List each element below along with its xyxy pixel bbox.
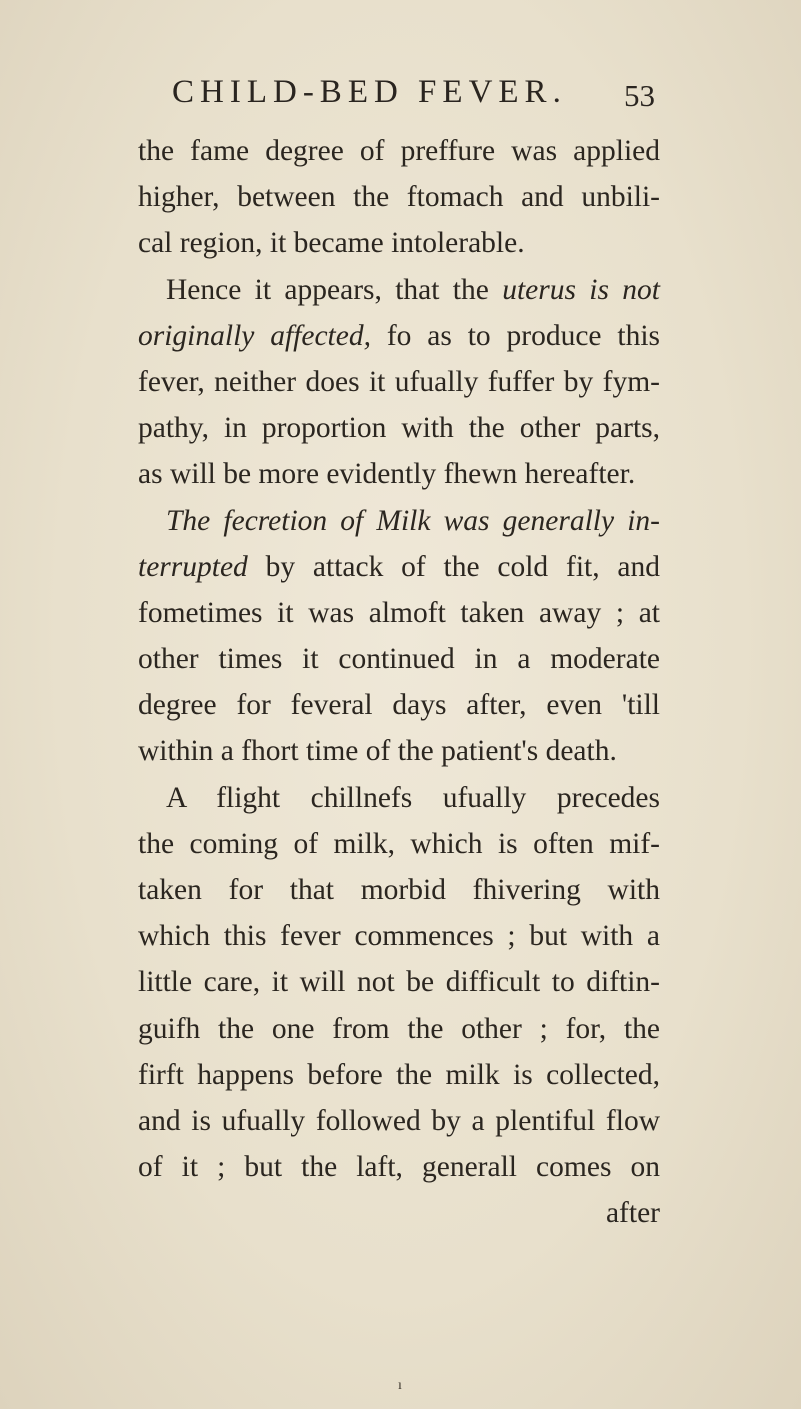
text-segment: by attack of the cold fit, and <box>247 550 660 583</box>
text-segment: after <box>605 1197 660 1230</box>
text-line <box>138 498 660 544</box>
text-segment: higher, between the ftomach and unbili- <box>138 181 660 214</box>
text-segment: pathy, in proportion with the other parts, <box>138 412 660 445</box>
text-segment: which this fever commences ; but with a <box>138 920 660 953</box>
text-segment: of it ; but the laft, generall comes on <box>138 1151 660 1184</box>
text-line <box>138 451 660 497</box>
text-line <box>138 1006 660 1052</box>
page-header <box>172 74 672 118</box>
italic-text: uterus is not <box>502 273 660 306</box>
text-segment: cal region, it became intolerable. <box>138 227 525 260</box>
text-segment: fometimes it was almoft taken away ; at <box>138 596 660 629</box>
text-line <box>138 128 660 174</box>
text-line <box>138 590 660 636</box>
text-segment: guifh the one from the other ; for, the <box>138 1012 660 1045</box>
text-line <box>138 775 660 821</box>
italic-text: terrupted <box>138 550 248 583</box>
text-segment: as will be more evidently fhewn hereafter. <box>138 458 636 491</box>
catchword <box>138 1190 660 1236</box>
text-segment: other times it continued in a moderate <box>138 643 660 676</box>
text-segment: and is ufually followed by a plentiful flow <box>138 1104 660 1137</box>
text-line <box>138 359 660 405</box>
running-title: CHILD-BED FEVER. <box>172 74 567 110</box>
text-segment: taken for that morbid fhivering with <box>138 874 660 906</box>
text-line <box>138 220 660 266</box>
text-line <box>138 1052 660 1098</box>
text-line <box>138 913 660 959</box>
text-line <box>138 959 660 1005</box>
text-line <box>138 313 660 359</box>
text-segment: within a fhort time of the patient's death. <box>138 735 617 768</box>
italic-text: originally affected, <box>138 319 371 352</box>
italic-text: The fecretion of Milk was generally in- <box>166 504 660 537</box>
text-segment: Hence it appears, that the <box>166 273 503 306</box>
text-line <box>138 867 660 913</box>
text-line <box>138 267 660 313</box>
text-segment: little care, it will not be difficult to diftin- <box>138 966 660 999</box>
text-line <box>138 821 660 867</box>
text-line <box>138 1098 660 1144</box>
text-line <box>138 174 660 220</box>
text-line <box>138 1144 660 1190</box>
text-line <box>138 682 660 728</box>
text-line <box>138 636 660 682</box>
text-line <box>138 405 660 451</box>
text-line <box>138 544 660 590</box>
stray-mark: ı <box>398 1378 402 1393</box>
text-line <box>138 728 660 774</box>
text-segment: fever, neither does it ufually fuffer by fym- <box>138 365 660 398</box>
text-segment: degree for feveral days after, even 'till <box>138 689 660 722</box>
text-segment: fo as to produce this <box>370 319 660 352</box>
body-text <box>138 128 660 1237</box>
text-segment: A flight chillnefs ufually precedes <box>166 781 660 814</box>
text-segment: the fame degree of preffure was applied <box>138 135 660 167</box>
text-segment: the coming of milk, which is often mif- <box>138 827 660 860</box>
page-number: 53 <box>624 78 655 113</box>
text-segment: firft happens before the milk is collected, <box>138 1058 660 1091</box>
